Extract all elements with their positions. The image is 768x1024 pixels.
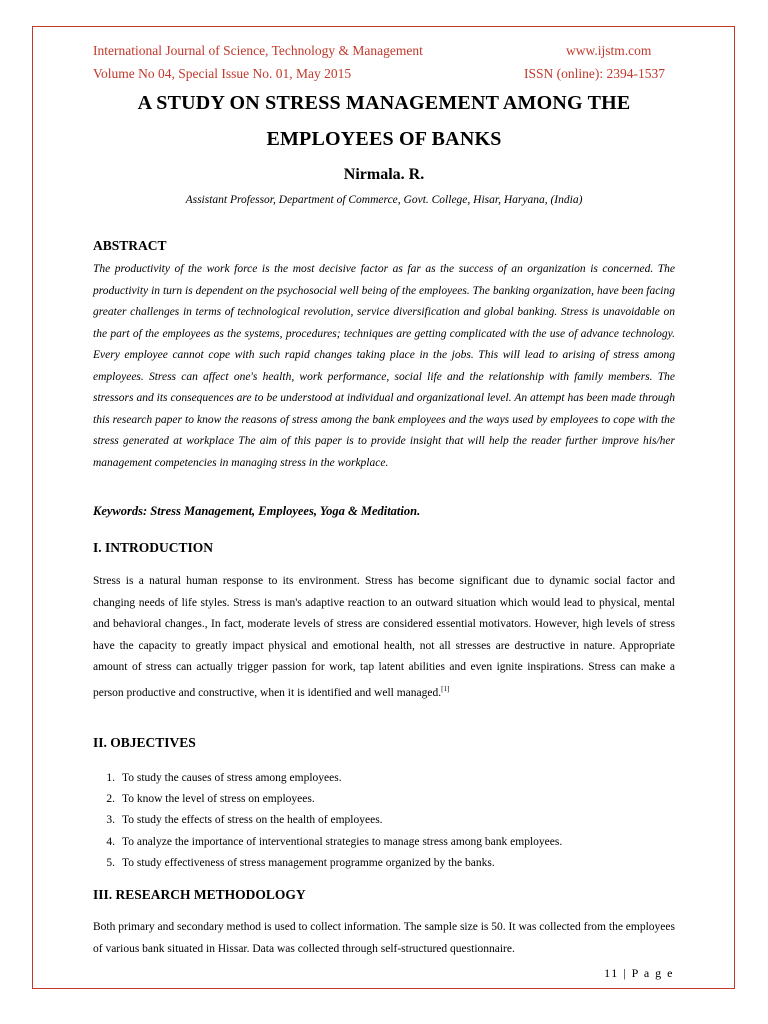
- journal-website[interactable]: www.ijstm.com: [566, 43, 652, 58]
- list-item: [93, 810, 562, 831]
- list-text: To study effectiveness of stress management programme organized by the banks.: [122, 856, 495, 869]
- page-number: 11 | P a g e: [604, 966, 674, 980]
- paper-title-line-1: A STUDY ON STRESS MANAGEMENT AMONG THE: [137, 92, 631, 114]
- introduction-text: [93, 571, 675, 704]
- methodology-text: Both primary and secondary method is used to collect information. The sample size is 50. It was collected from the employees of various bank situated in Hissar. Data was collected through self-structured questionnaire.: [93, 921, 675, 955]
- list-text: To know the level of stress on employees.: [122, 793, 315, 806]
- list-text: To analyze the importance of interventional strategies to manage stress among bank employees.: [122, 835, 563, 848]
- list-number: 3.: [106, 814, 115, 827]
- keywords: Keywords: Stress Management, Employees, Yoga & Meditation.: [93, 504, 421, 518]
- list-text: To study the effects of stress on the health of employees.: [122, 814, 383, 827]
- author-affiliation: Assistant Professor, Department of Commerce, Govt. College, Hisar, Haryana, (India): [185, 194, 583, 206]
- issn: ISSN (online): 2394-1537: [524, 66, 665, 81]
- objectives-list: [93, 768, 562, 874]
- list-number: 4.: [106, 835, 115, 848]
- list-number: 1.: [106, 772, 115, 784]
- list-item: [93, 789, 562, 810]
- abstract-text: The productivity of the work force is the most decisive factor as far as the success of an organization is concerned. The productivity in turn is dependent on the psychosocial well being of the employees. The banking organization, have been facing greater challenges in terms of technological revolution, service diversification and global banking. Stress is unavoidable on the part of the employees as the systems, procedures; techniques are getting complicated with the use of advance technology. Every employee cannot cope with such rapid changes taking place in the jobs. This will lead to arising of stress among employees. Stress can affect one's health, work performance, social life and the relationship with family members. The stressors and its consequences are to be understood at individual and organizational level. An attempt has been made through this research paper to know the reasons of stress among the bank employees and the ways used by employees to cope with the stress generated at workplace The aim of this paper is to provide insight that will help the reader further improve his/her management competencies in managing stress in the workplace.: [93, 263, 675, 469]
- objectives-heading: II. OBJECTIVES: [93, 735, 196, 750]
- methodology-heading: III. RESEARCH METHODOLOGY: [93, 887, 306, 902]
- introduction-body: Stress is a natural human response to its environment. Stress has become significant due to dynamic social factor and changing needs of life styles. Stress is man's adaptive reaction to an outward situation which would lead to physical, mental and behavioral changes., In fact, moderate levels of stress are considered essential motivators. However, high levels of stress have the capacity to greatly impact physical and emotional health, not all stresses are destructive in nature. Appropriate amount of stress can actually trigger passion for work, tap latent abilities and even ignite inspirations. Stress can make a person productive and constructive, when it is identified and well managed.: [93, 575, 675, 699]
- list-item: [93, 853, 562, 874]
- journal-name: International Journal of Science, Technology & Management: [93, 43, 423, 58]
- volume-info: Volume No 04, Special Issue No. 01, May 2015: [93, 66, 352, 81]
- citation-1: [1]: [441, 684, 450, 693]
- list-item: [93, 832, 562, 853]
- list-item: [93, 768, 562, 789]
- introduction-heading: I. INTRODUCTION: [93, 540, 214, 555]
- list-number: 5.: [106, 856, 115, 869]
- paper-title-line-2: EMPLOYEES OF BANKS: [266, 128, 502, 150]
- list-text: To study the causes of stress among employees.: [122, 772, 342, 784]
- abstract-heading: ABSTRACT: [93, 238, 167, 253]
- list-number: 2.: [106, 793, 115, 806]
- author-name: Nirmala. R.: [343, 166, 425, 183]
